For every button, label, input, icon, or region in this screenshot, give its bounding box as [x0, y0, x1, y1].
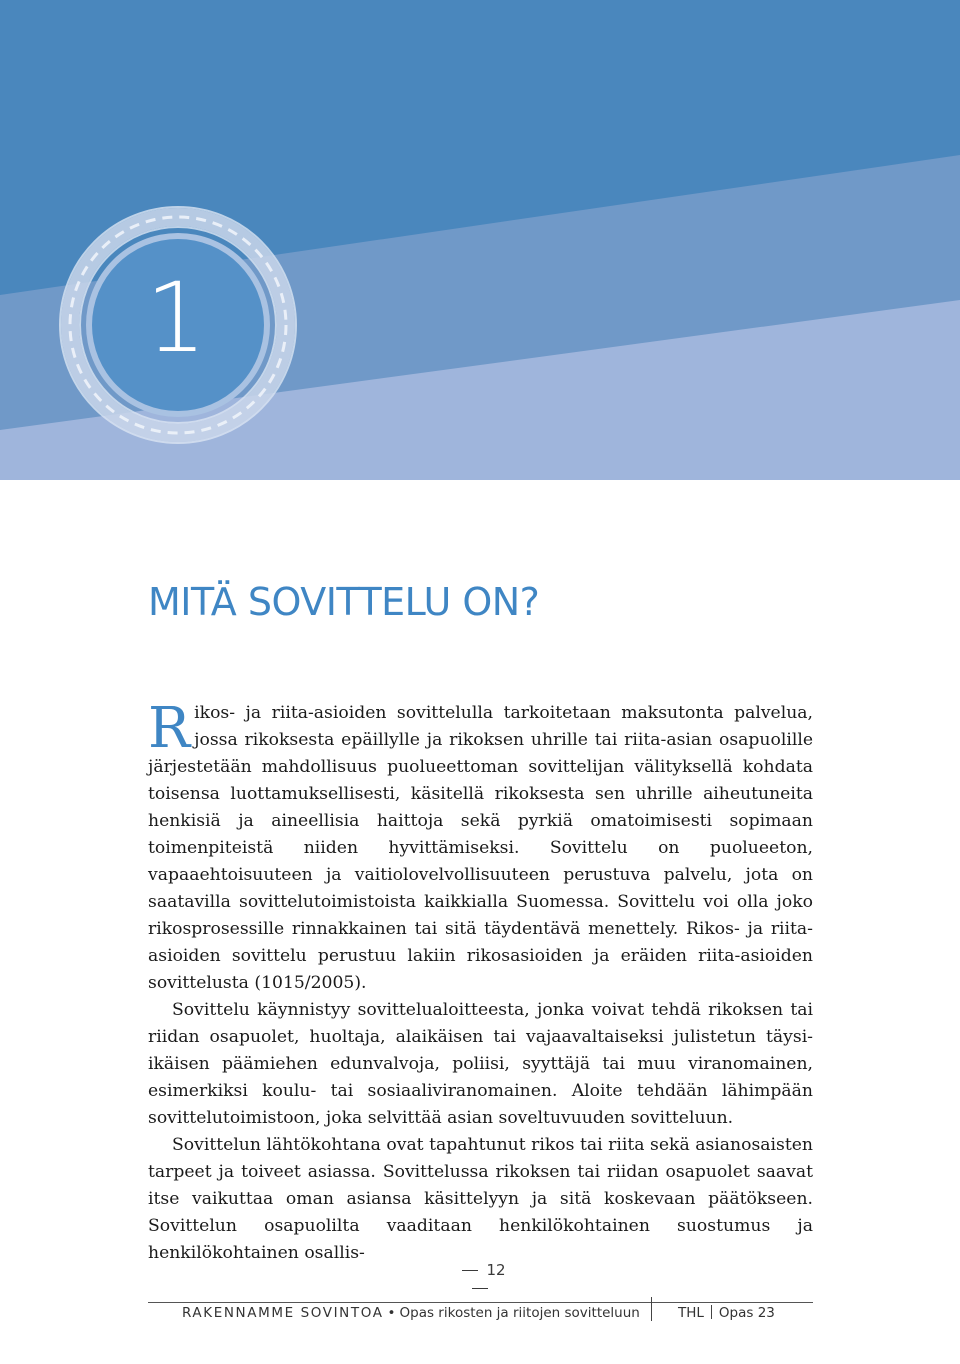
footer-rule: [148, 1302, 813, 1303]
paragraph-3: Sovittelun lähtökohtana ovat tapahtunut rikos tai riita sekä asianosaisten tarpeet ja toiveet asiassa. Sovittelussa rikoksen tai riidan osapuolet saavat itse vaikuttaa oman asiansa käsittelyyn ja sitä koskevaan päätökseen. Sovittelun osapuolilta vaaditaan henkilökohtainen suostumus ja henkilökohtainen osallis-: [148, 1135, 813, 1263]
footer-bullet: •: [387, 1305, 396, 1321]
footer-series: Opas 23: [718, 1305, 775, 1321]
footer-right: [678, 1305, 775, 1321]
page-number: 12: [440, 1261, 520, 1297]
chapter-title: MITÄ SOVITTELU ON?: [148, 580, 540, 624]
footer-left: [182, 1305, 640, 1321]
footer: [148, 1305, 813, 1325]
footer-divider: [651, 1297, 652, 1321]
paragraph-1: [148, 696, 813, 997]
body-text: [148, 696, 813, 1267]
footer-subtitle: Opas rikosten ja riitojen sovitteluun: [399, 1305, 640, 1321]
drop-cap: R: [148, 696, 191, 761]
footer-publisher: THL: [678, 1305, 704, 1321]
footer-brand: RAKENNAMME SOVINTOA: [182, 1305, 384, 1321]
chapter-banner: [0, 0, 960, 480]
paragraph-2: Sovittelu käynnistyy sovittelualoitteesta, jonka voivat tehdä rikoksen tai riidan osapuolet, huoltaja, alaikäisen tai vajaavaltaiseksi julistetun täysi-ikäisen päämiehen edunvalvoja, poliisi, syyttäjä tai muu viranomainen, esimerkiksi koulu- tai sosiaaliviranomainen. Aloite tehdään lähimpään sovittelutoimistoon, joka selvittää asian soveltuvuuden sovitteluun.: [148, 1000, 813, 1128]
chapter-number: 1: [145, 262, 205, 374]
footer-divider-short: [711, 1305, 712, 1319]
paragraph-1-text: ikos- ja riita-asioiden sovittelulla tarkoitetaan maksutonta palvelua, jossa rikoksesta epäillylle ja rikoksen uhrille tai riita-asian osapuolille järjestetään mahdollisuus puolueettoman sovittelijan välityksellä kohdata toisensa luottamuksellisesti, käsitellä rikoksesta sen uhrille aiheutuneita henkisiä ja aineellisia haittoja sekä pyrkiä omatoimisesti sopimaan toimenpiteistä niiden hyvittämiseksi. Sovittelu on puolueeton, vapaaehtoisuuteen ja vaitiolovelvollisuuteen perustuva palvelu, jota on saatavilla sovittelutoimistoista kaikkialla Suomessa. Sovittelu voi olla joko rikosprosessille rinnakkainen tai sitä täydentävä menettely. Rikos- ja riita-asioiden sovittelu perustuu lakiin rikosasioiden ja eräiden riita-asioiden sovittelusta (1015/2005).: [148, 703, 813, 993]
